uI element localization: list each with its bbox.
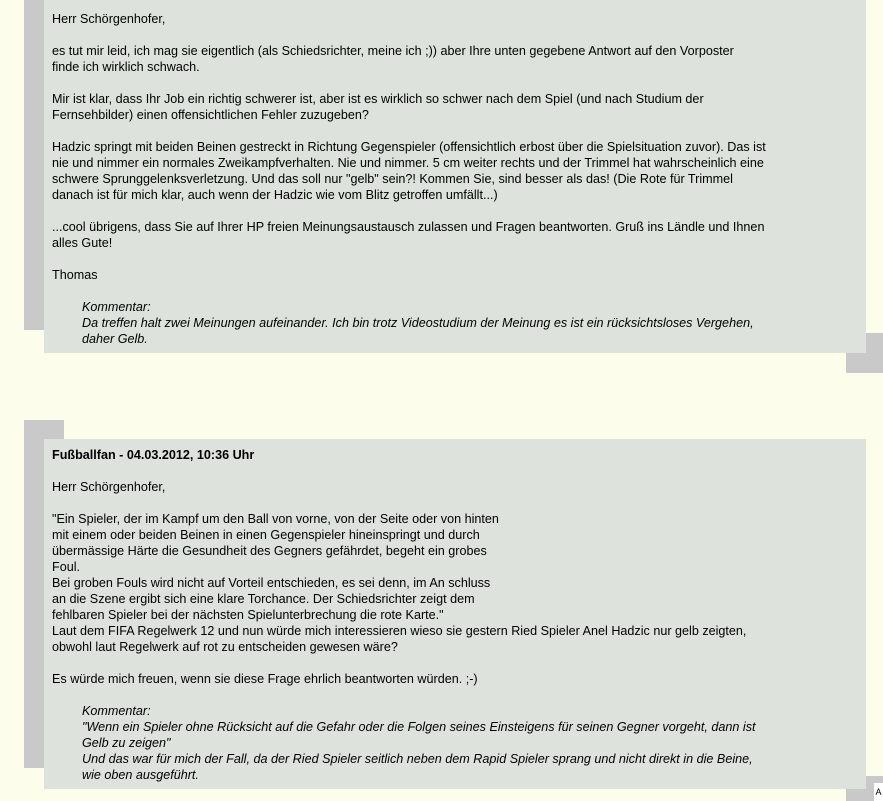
entry-body-line: finde ich wirklich schwach. bbox=[52, 60, 200, 74]
entry-body-line: es tut mir leid, ich mag sie eigentlich (als Schiedsrichter, meine ich ;)) aber Ihre unten gegebene Antwort auf den Vorposter bbox=[52, 44, 734, 58]
comment-line: Und das war für mich der Fall, da der Ried Spieler seitlich neben dem Rapid Spieler sprang und nicht direkt in die Beine, bbox=[82, 752, 753, 766]
entry-body-line: Fernsehbilder) einen offensichtlichen Fehler zuzugeben? bbox=[52, 108, 369, 122]
guestbook-entry-2 bbox=[44, 439, 866, 789]
entry-body-line: obwohl laut Regelwerk auf rot zu entscheiden gewesen wäre? bbox=[52, 640, 398, 654]
entry-body-line: Herr Schörgenhofer, bbox=[52, 480, 166, 494]
entry-body-line: Es würde mich freuen, wenn sie diese Frage ehrlich beantworten würden. ;-) bbox=[52, 672, 478, 686]
comment-label: Kommentar: bbox=[82, 300, 151, 314]
corner-glyph: A bbox=[874, 783, 883, 801]
comment-line: daher Gelb. bbox=[82, 332, 148, 346]
entry-body-line: Mir ist klar, dass Ihr Job ein richtig schwerer ist, aber ist es wirklich so schwer nach dem Spiel (und nach Studium der bbox=[52, 92, 704, 106]
entry-body-line: Hadzic springt mit beiden Beinen gestreckt in Richtung Gegenspieler (offensichtlich erbost über die Spielsituation zuvor). Das ist bbox=[52, 140, 766, 154]
entry-body-line: fehlbaren Spieler bei der nächsten Spielunterbrechung die rote Karte." bbox=[52, 608, 444, 622]
guestbook-entry-1 bbox=[44, 0, 866, 353]
entry-body-line: nie und nimmer ein normales Zweikampfverhalten. Nie und nimmer. 5 cm weiter rechts und der Trimmel hat wahrscheinlich eine bbox=[52, 156, 764, 170]
comment-line: Gelb zu zeigen" bbox=[82, 736, 171, 750]
comment-line: wie oben ausgeführt. bbox=[82, 768, 199, 782]
entry-author-date: Fußballfan - 04.03.2012, 10:36 Uhr bbox=[52, 448, 255, 462]
comment-label: Kommentar: bbox=[82, 704, 151, 718]
entry-body-line: alles Gute! bbox=[52, 236, 113, 250]
entry-1-shadow-left bbox=[24, 0, 44, 330]
entry-body-line: danach ist für mich klar, auch wenn der Hadzic wie vom Blitz getroffen umfällt...) bbox=[52, 188, 498, 202]
comment-line: "Wenn ein Spieler ohne Rücksicht auf die Gefahr oder die Folgen seines Einsteigens für seinen Gegner vorgeht, dann ist bbox=[82, 720, 756, 734]
entry-body-line: Bei groben Fouls wird nicht auf Vorteil entschieden, es sei denn, im An schluss bbox=[52, 576, 491, 590]
entry-body-line: "Ein Spieler, der im Kampf um den Ball von vorne, von der Seite oder von hinten bbox=[52, 512, 499, 526]
entry-body-line: schwere Sprunggelenksverletzung. Und das soll nur "gelb" sein?! Kommen Sie, sind besser als das! (Die Rote für Trimmel bbox=[52, 172, 733, 186]
entry-body-line: Thomas bbox=[52, 268, 98, 282]
entry-body-line: Laut dem FIFA Regelwerk 12 und nun würde mich interessieren wieso sie gestern Ried Spieler Anel Hadzic nur gelb zeigten, bbox=[52, 624, 747, 638]
entry-body-line: ...cool übrigens, dass Sie auf Ihrer HP freien Meinungsaustausch zulassen und Fragen beantworten. Gruß ins Ländle und Ihnen bbox=[52, 220, 765, 234]
entry-body-line: Herr Schörgenhofer, bbox=[52, 12, 166, 26]
entry-body-line: an die Szene ergibt sich eine klare Torchance. Der Schiedsrichter zeigt dem bbox=[52, 592, 475, 606]
entry-body-line: übermässige Härte die Gesundheit des Gegners gefährdet, begeht ein grobes bbox=[52, 544, 487, 558]
entry-body-line: Foul. bbox=[52, 560, 80, 574]
comment-line: Da treffen halt zwei Meinungen aufeinander. Ich bin trotz Videostudium der Meinung es ist ein rücksichtsloses Vergehen, bbox=[82, 316, 754, 330]
entry-body-line: mit einem oder beiden Beinen in einen Gegenspieler hineinspringt und durch bbox=[52, 528, 480, 542]
